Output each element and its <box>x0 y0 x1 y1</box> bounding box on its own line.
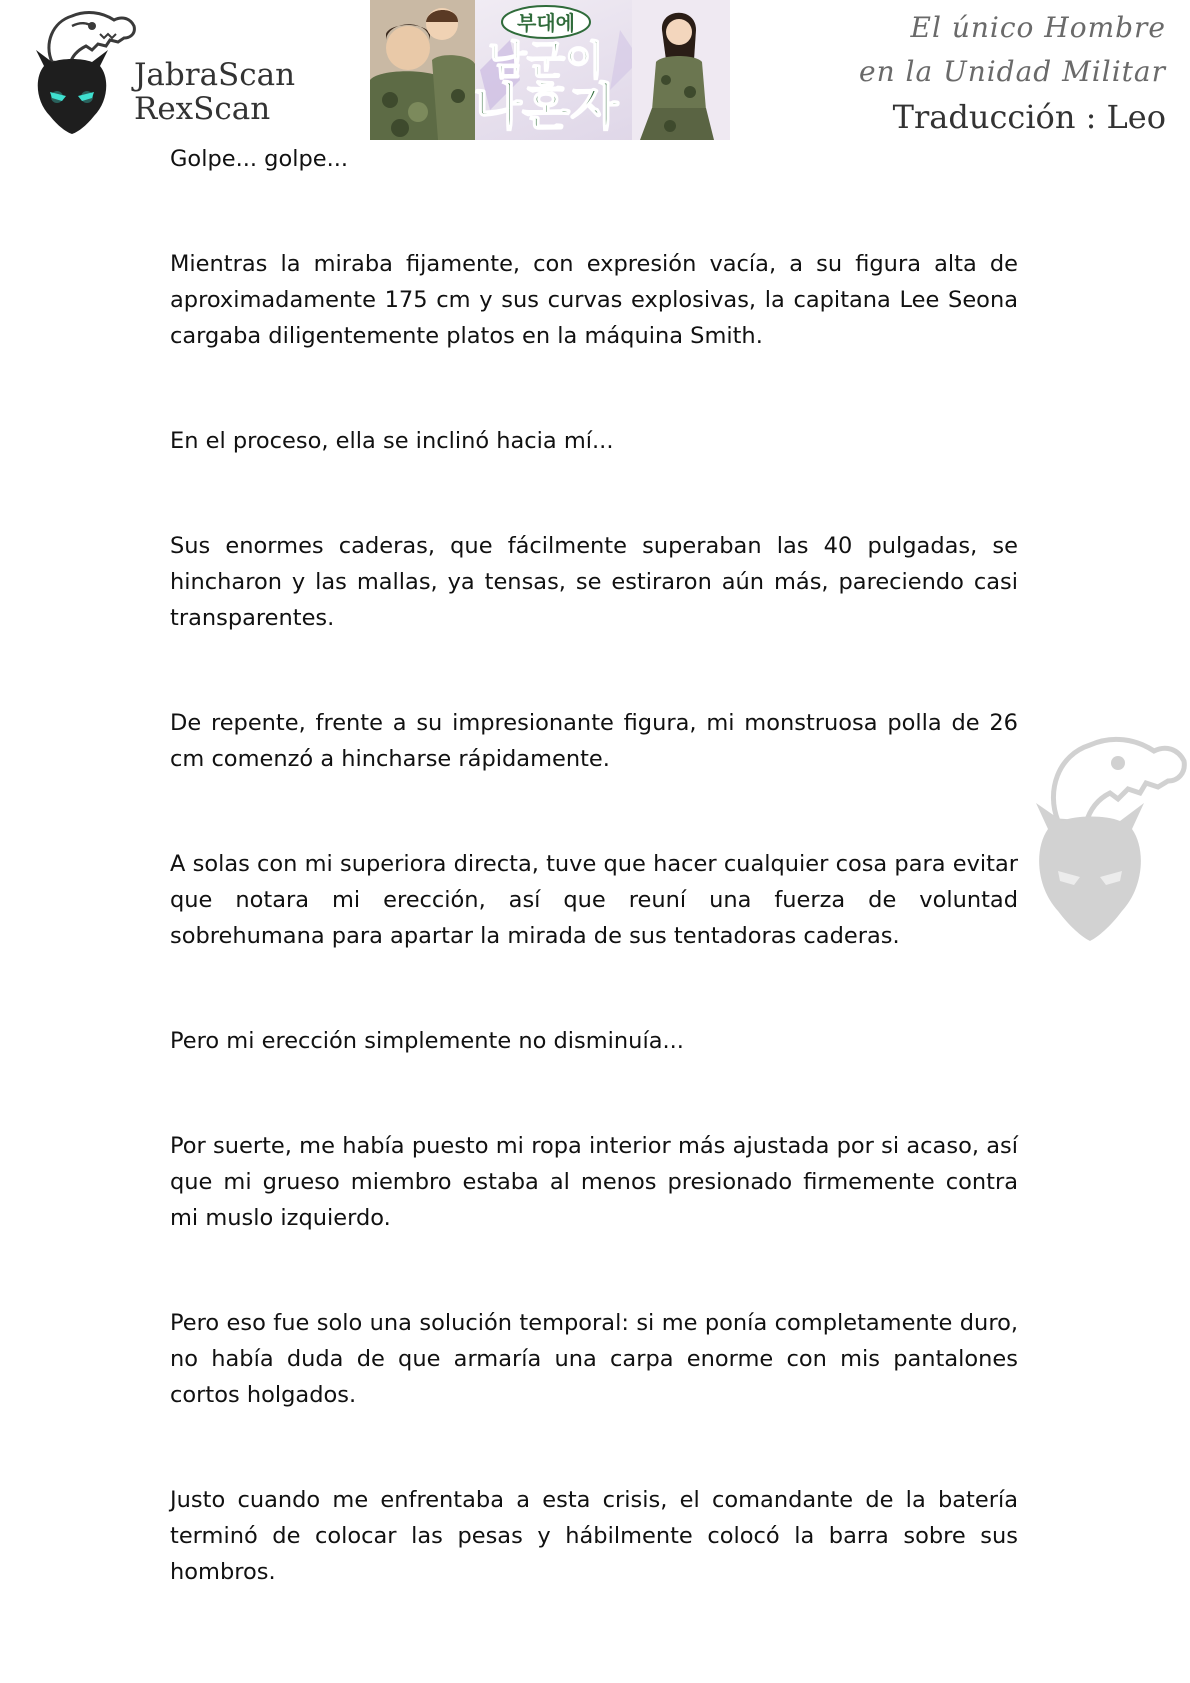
cover-illustration <box>370 0 730 140</box>
trex-skull-logo-icon <box>22 4 142 136</box>
trex-skull-watermark-icon <box>1018 725 1188 945</box>
paragraph: De repente, frente a su impresionante figura, mi monstruosa polla de 26 cm comenzó a hincharse rápidamente. <box>170 710 1018 772</box>
series-title-line-2: en la Unidad Militar <box>859 55 1166 88</box>
paragraph: Mientras la miraba fijamente, con expresión vacía, a su figura alta de aproximadamente 175 cm y sus curvas explosivas, la capitana Lee Seona cargaba diligentemente platos en la máquina Smith. <box>170 251 1018 349</box>
brand-line-1: JabraScan <box>134 57 296 93</box>
series-title-line-1: El único Hombre <box>910 11 1166 44</box>
paragraph: Pero mi erección simplemente no disminuía... <box>170 1028 684 1054</box>
cover-title-line-2: 나혼자 <box>473 78 619 136</box>
series-title-block <box>859 6 1166 140</box>
paragraph: A solas con mi superiora directa, tuve que hacer cualquier cosa para evitar que notara mi erección, así que reuní una fuerza de voluntad sobrehumana para apartar la mirada de sus tentadoras caderas. <box>170 851 1018 949</box>
cover-badge: 부대에 <box>517 11 575 35</box>
page-header <box>0 0 1190 150</box>
brand-name <box>134 58 295 126</box>
paragraph: Pero eso fue solo una solución temporal: si me ponía completamente duro, no había duda de que armaría una carpa enorme con mis pantalones cortos holgados. <box>170 1310 1018 1408</box>
document-body <box>170 141 1018 1590</box>
paragraph: Golpe... golpe... <box>170 146 349 172</box>
translator-credit: Traducción : Leo <box>892 98 1166 136</box>
cover-title-line-1: 남군이 <box>488 38 604 84</box>
paragraph: En el proceso, ella se inclinó hacia mí... <box>170 428 614 454</box>
brand-line-2: RexScan <box>134 91 271 127</box>
paragraph: Por suerte, me había puesto mi ropa interior más ajustada por si acaso, así que mi grueso miembro estaba al menos presionado firmemente contra mi muslo izquierdo. <box>170 1133 1018 1231</box>
paragraph: Justo cuando me enfrentaba a esta crisis, el comandante de la batería terminó de colocar las pesas y hábilmente colocó la barra sobre sus hombros. <box>170 1487 1018 1585</box>
paragraph: Sus enormes caderas, que fácilmente superaban las 40 pulgadas, se hincharon y las mallas, ya tensas, se estiraron aún más, pareciendo casi transparentes. <box>170 533 1018 631</box>
